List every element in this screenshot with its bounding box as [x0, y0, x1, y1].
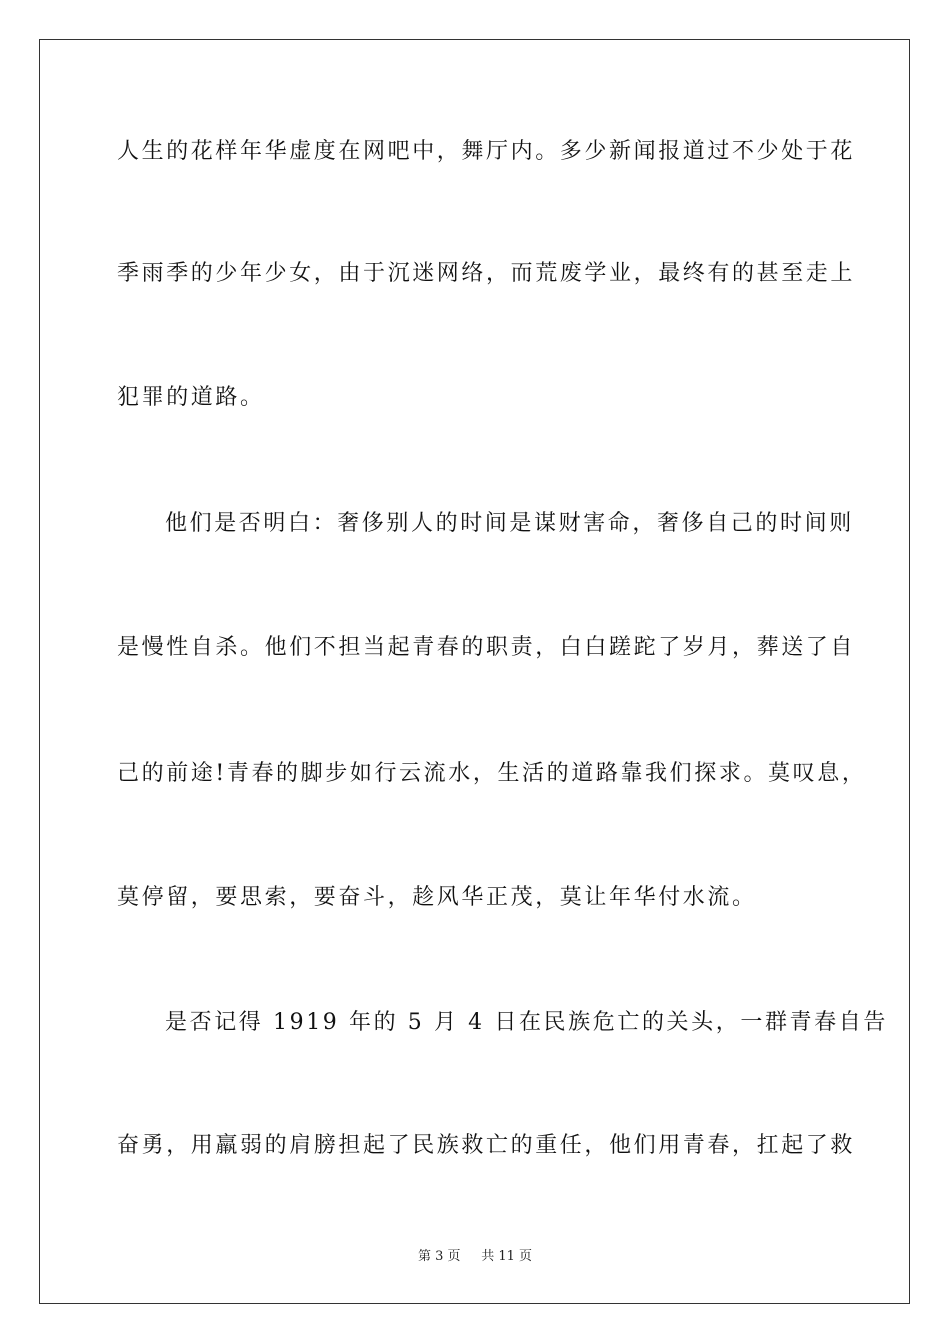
total-pages: 共 11 页: [481, 1249, 533, 1264]
page-frame: [39, 39, 910, 1304]
page-footer: [0, 1248, 950, 1266]
page-number: 第 3 页: [417, 1249, 461, 1264]
text-line-8-paragraph-start: 是否记得 1919 年的 5 月 4 日在民族危亡的关头，一群青春自告: [165, 1010, 888, 1035]
text-line-5: 是慢性自杀。他们不担当起青春的职责，白白蹉跎了岁月，葬送了自: [117, 635, 856, 660]
text-line-7: 莫停留，要思索，要奋斗，趁风华正茂，莫让年华付水流。: [117, 885, 757, 910]
text-line-3: 犯罪的道路。: [117, 385, 265, 410]
text-line-9: 奋勇，用羸弱的肩膀担起了民族救亡的重任，他们用青春，扛起了救: [117, 1133, 856, 1158]
text-line-2: 季雨季的少年少女，由于沉迷网络，而荒废学业，最终有的甚至走上: [117, 261, 856, 286]
text-line-1: 人生的花样年华虚度在网吧中，舞厅内。多少新闻报道过不少处于花: [117, 139, 856, 164]
text-line-4-paragraph-start: 他们是否明白：奢侈别人的时间是谋财害命，奢侈自己的时间则: [165, 511, 854, 536]
text-line-6: 己的前途!青春的脚步如行云流水，生活的道路靠我们探求。莫叹息，: [117, 761, 867, 786]
